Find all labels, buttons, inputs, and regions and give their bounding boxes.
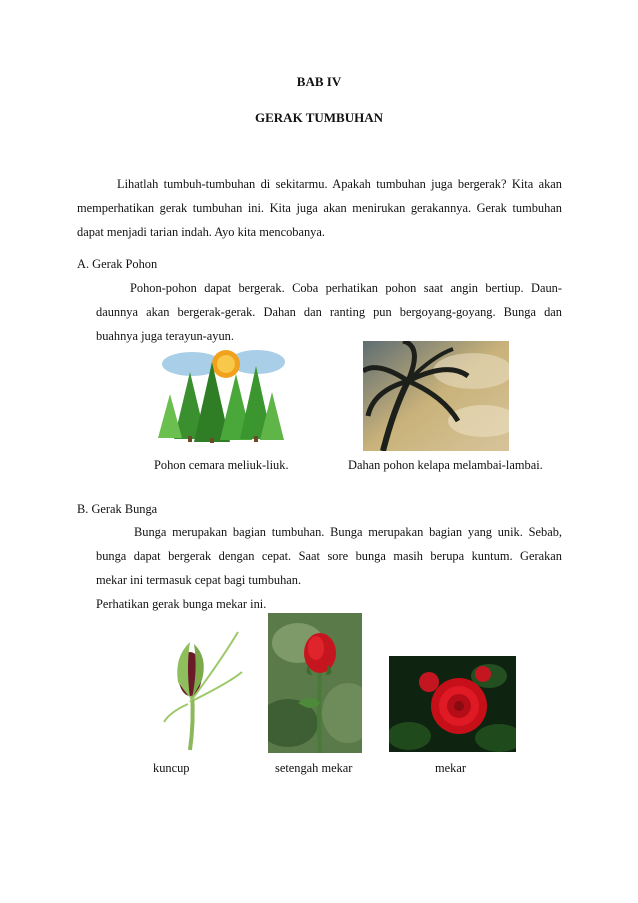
page-title: GERAK TUMBUHAN bbox=[255, 110, 383, 125]
section-a-line-1: Pohon-pohon dapat bergerak. Coba perhatikan pohon saat angin bertiup. Daun- bbox=[130, 281, 562, 295]
intro-line-2: memperhatikan gerak tumbuhan ini. Kita juga akan menirukan gerakannya. Gerak tumbuhan bbox=[77, 201, 562, 215]
section-b-heading: B. Gerak Bunga bbox=[77, 502, 158, 516]
caption-half-open: setengah mekar bbox=[275, 761, 353, 775]
section-a-line-2: daunnya akan bergerak-gerak. Dahan dan ranting pun bergoyang-goyang. Bunga dan bbox=[96, 305, 562, 319]
section-b-line-3: mekar ini termasuk cepat bagi tumbuhan. bbox=[96, 573, 302, 587]
caption-pine: Pohon cemara meliuk-liuk. bbox=[154, 458, 289, 472]
caption-bloom: mekar bbox=[435, 761, 466, 775]
section-b-line-1: Bunga merupakan bagian tumbuhan. Bunga merupakan bagian yang unik. Sebab, bbox=[134, 525, 562, 539]
section-a-line-3: buahnya juga terayun-ayun. bbox=[96, 329, 234, 343]
intro-line-3: dapat menjadi tarian indah. Ayo kita mencobanya. bbox=[77, 225, 325, 239]
caption-palm: Dahan pohon kelapa melambai-lambai. bbox=[348, 458, 543, 472]
section-b-line-4: Perhatikan gerak bunga mekar ini. bbox=[96, 597, 267, 611]
caption-bud: kuncup bbox=[153, 761, 190, 775]
intro-line-1: Lihatlah tumbuh-tumbuhan di sekitarmu. Apakah tumbuhan juga bergerak? Kita akan bbox=[117, 177, 562, 191]
pine-trees-image bbox=[152, 344, 286, 444]
section-a-heading: A. Gerak Pohon bbox=[77, 257, 158, 271]
rose-bud-image bbox=[160, 622, 244, 752]
palm-tree-image bbox=[363, 341, 509, 451]
half-open-rose-image bbox=[268, 613, 362, 753]
chapter-label: BAB IV bbox=[296, 74, 342, 89]
blooming-rose-image bbox=[389, 656, 516, 752]
section-b-line-2: bunga dapat bergerak dengan cepat. Saat sore bunga masih berupa kuntum. Gerakan bbox=[96, 549, 562, 563]
